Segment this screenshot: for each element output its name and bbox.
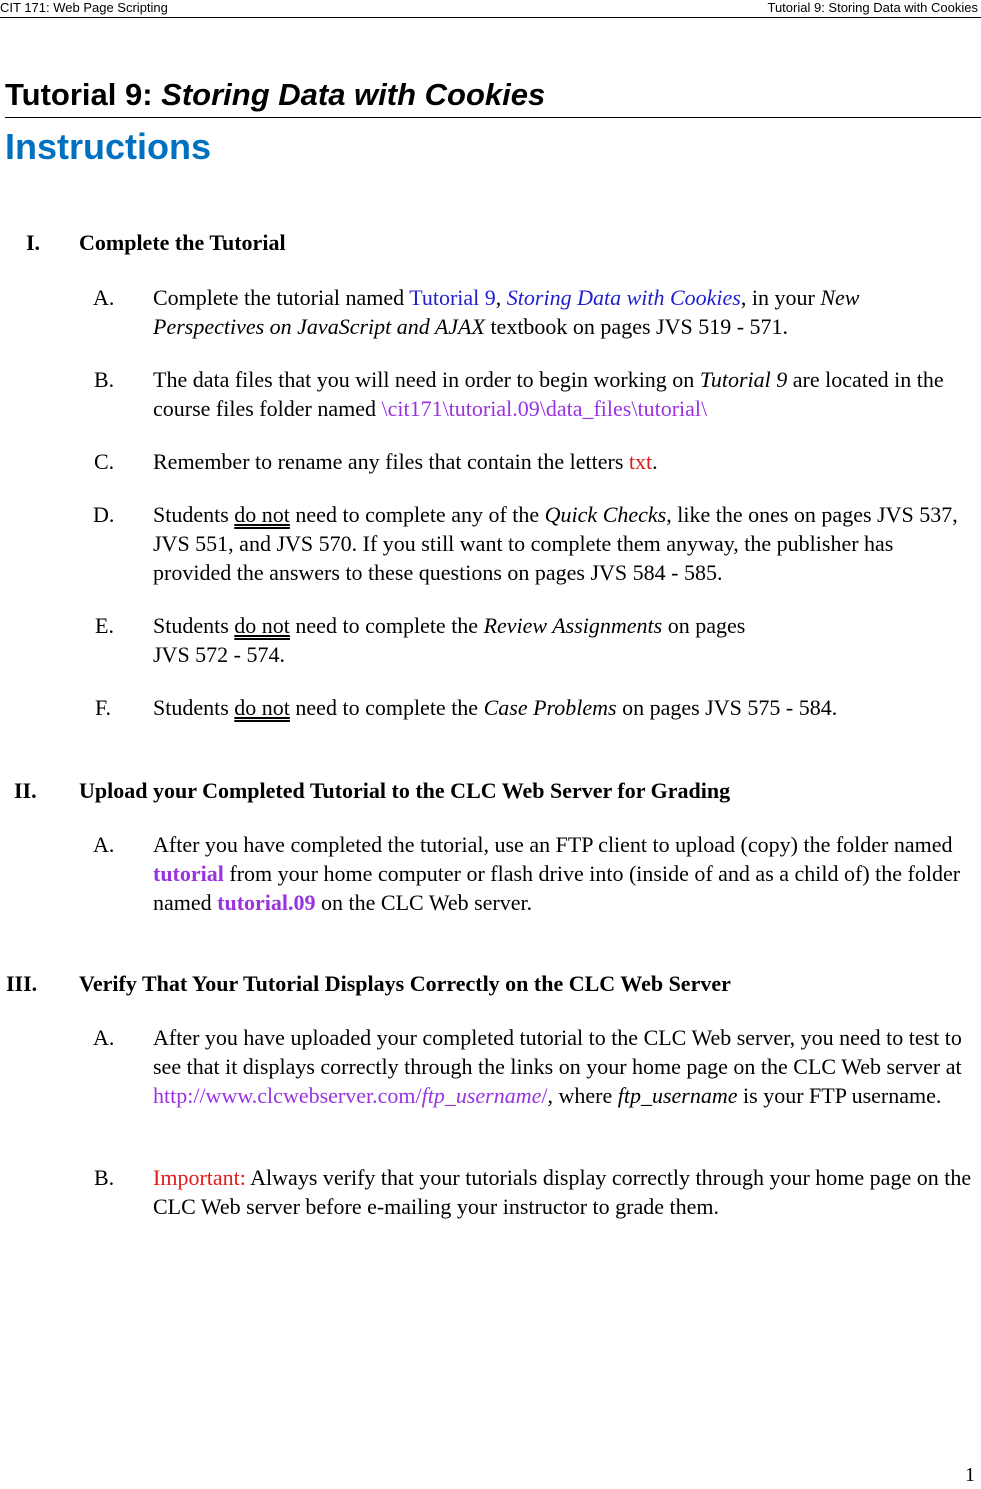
folder-path: \cit171\tutorial.09\data_files\tutorial\ [381, 396, 708, 421]
section-numeral: III. [6, 971, 38, 996]
item-letter: B. [94, 367, 115, 392]
header-course: CIT 171: Web Page Scripting [0, 0, 168, 15]
item-letter: A. [93, 832, 115, 857]
item-text: Complete the tutorial named Tutorial 9, Storing Data with Cookies, in your New Perspectives on JavaScript and AJAX textbook on pages JVS 519 - 571. [153, 285, 860, 339]
page-number: 1 [965, 1464, 975, 1486]
item-text: The data files that you will need in order to begin working on Tutorial 9 are located in the course files folder named \cit171\tutorial.09\data_files\tutorial\ [153, 367, 944, 421]
item-letter: C. [94, 449, 115, 474]
section-title: Verify That Your Tutorial Displays Correctly on the CLC Web Server [79, 971, 731, 996]
item-text: After you have uploaded your completed tutorial to the CLC Web server, you need to test to see that it displays correctly through the links on your home page on the CLC Web server at http://www.clcwebserver.com/ftp_username/, where ftp_username is your FTP username. [153, 1025, 962, 1108]
item-text: After you have completed the tutorial, use an FTP client to upload (copy) the folder named tutorial from your home computer or flash drive into (inside of and as a child of) the folder named tutorial.09 on the CLC Web server. [153, 832, 961, 915]
page-title: Tutorial 9: Storing Data with Cookies [5, 76, 981, 118]
item-text: Students do not need to complete any of the Quick Checks, like the ones on pages JVS 537, JVS 551, and JVS 570. If you still want to complete them anyway, the publisher has provided the answers to these questions on pages JVS 584 - 585. [153, 502, 958, 585]
item-letter: B. [94, 1165, 115, 1190]
item-letter: D. [93, 502, 115, 527]
section-title: Upload your Completed Tutorial to the CLC Web Server for Grading [79, 778, 731, 803]
header-tutorial: Tutorial 9: Storing Data with Cookies [767, 0, 978, 15]
instructions-heading: Instructions [5, 126, 212, 167]
page-header [0, 0, 981, 18]
item-letter: E. [95, 613, 114, 638]
item-text: Important: Always verify that your tutorials display correctly through your home page on the CLC Web server before e-mailing your instructor to grade them. [153, 1165, 972, 1219]
section-numeral: II. [14, 778, 37, 803]
page-title-italic: Storing Data with Cookies [161, 77, 546, 112]
web-server-url[interactable]: http://www.clcwebserver.com/ftp_username/ [153, 1083, 548, 1108]
item-text: Students do not need to complete the Case Problems on pages JVS 575 - 584. [153, 695, 838, 720]
section-title: Complete the Tutorial [79, 230, 286, 255]
section-numeral: I. [26, 230, 41, 255]
item-letter: A. [93, 285, 115, 310]
item-text: Remember to rename any files that contain the letters txt. [153, 449, 658, 474]
item-letter: F. [95, 695, 111, 720]
item-letter: A. [93, 1025, 115, 1050]
item-text: Students do not need to complete the Review Assignments on pages JVS 572 - 574. [153, 613, 746, 667]
